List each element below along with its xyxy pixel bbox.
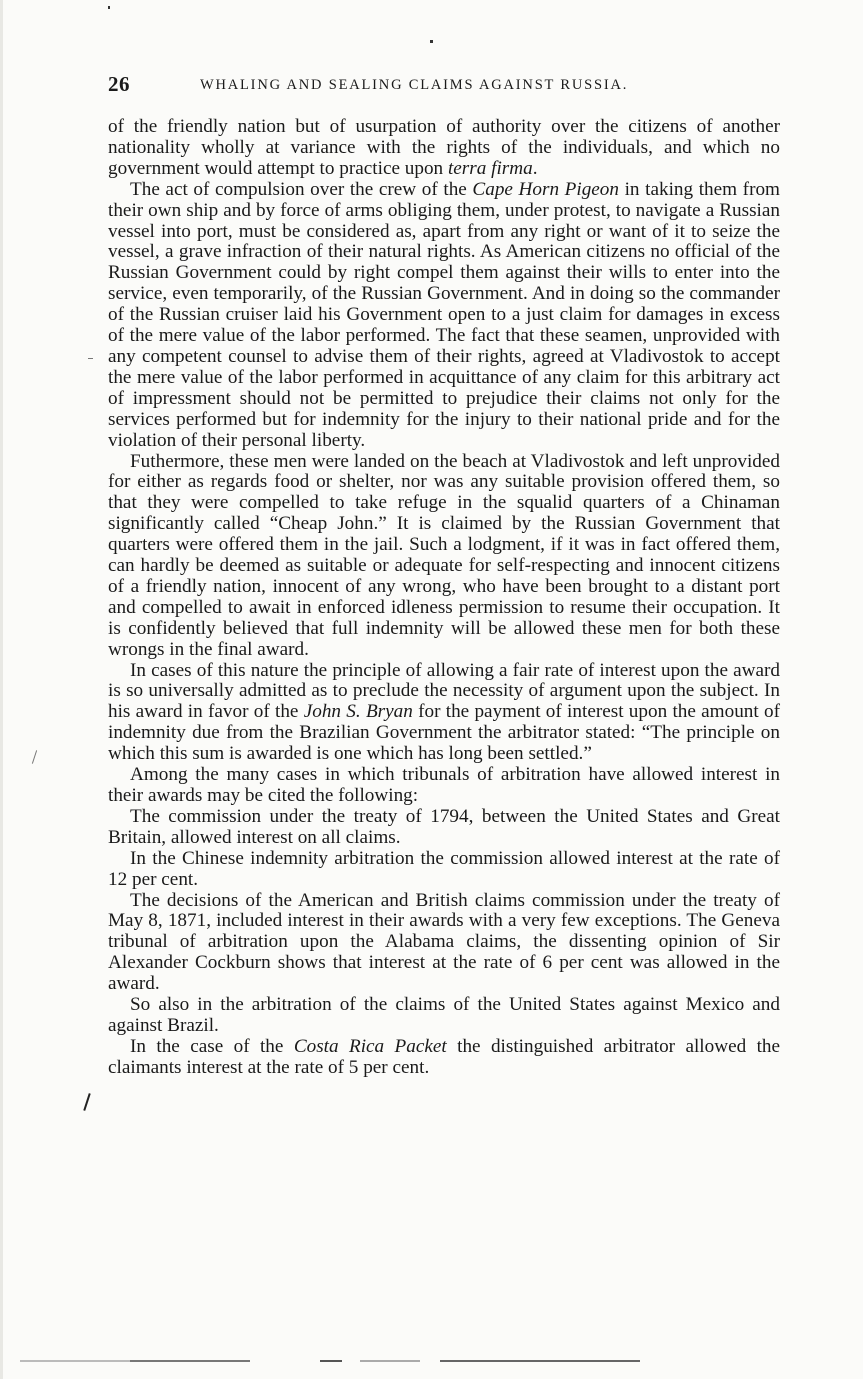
paragraph-text: .	[532, 157, 538, 179]
ship-name: John S. Bryan	[303, 701, 413, 723]
italic-term: terra firma	[447, 157, 533, 179]
paragraph-4	[108, 661, 780, 766]
paragraph-7: In the Chinese indemnity arbitration the commission allowed interest at the rate of 12 per cent.	[108, 847, 780, 890]
page-header	[108, 72, 778, 98]
paragraph-text: In the case of the	[130, 1035, 294, 1057]
scan-speck	[108, 6, 110, 9]
scan-speck	[430, 40, 433, 43]
body-text	[108, 117, 780, 1079]
paragraph-text: The act of compulsion over the crew of the	[130, 178, 473, 200]
paragraph-3: Futhermore, these men were landed on the beach at Vladivostok and left unprovided for either as regards food or shelter, nor was any suitable provision offered them, so that they were compelled to take refuge in the squalid quarters of a Chinaman significantly called “Cheap John.” It is claimed by the Russian Government that quarters were offered them in the jail. Such a lodgment, if it was in fact offered them, can hardly be deemed as suitable or adequate for self-respecting and innocent citizens of a friendly nation, innocent of any wrong, who have been brought to a distant port and compelled to await in enforced idleness permission to resume their occupation. It is confidently believed that full indemnity will be allowed these men for both these wrongs in the final award.	[108, 450, 780, 660]
paragraph-text: In cases of this nature the principle of allowing a fair rate of interest upon the award is so universally admitted as to preclude the necessity of argument upon the subject. In his award in favor of the	[108, 659, 780, 723]
paragraph-6: The commission under the treaty of 1794, between the United States and Great Britain, allowed interest on all claims.	[108, 805, 780, 848]
ship-name: Cape Horn Pigeon	[472, 178, 619, 200]
running-title: WHALING AND SEALING CLAIMS AGAINST RUSSIA.	[200, 77, 629, 93]
scan-bottom-edge	[20, 1359, 640, 1364]
page-number: 26	[108, 72, 130, 96]
paragraph-8: The decisions of the American and British claims commission under the treaty of May 8, 1871, included interest in their awards with a very few exceptions. The Geneva tribunal of arbitration upon the Alabama claims, the dissenting opinion of Sir Alexander Cockburn shows that interest at the rate of 6 per cent was allowed in the award.	[108, 889, 780, 995]
paragraph-text: for the payment of interest upon the amount of indemnity due from the Brazilian Government the arbitrator stated: “The principle on which this sum is awarded is one which has long been settled.”	[108, 701, 780, 765]
paragraph-10	[108, 1037, 780, 1079]
paragraph-9: So also in the arbitration of the claims of the United States against Mexico and against Brazil.	[108, 994, 780, 1036]
paragraph-text: the distinguished arbitrator allowed the claimants interest at the rate of 5 per cent.	[108, 1035, 781, 1078]
paragraph-text: in taking them from their own ship and by force of arms obliging them, under protest, to navigate a Russian vessel into port, must be considered as, apart from any right or want of it to seize the vessel, a grave infraction of their natural rights. As American citizens no official of the Russian Government could by right compel them against their wills to enter into the service, even temporarily, of the Russian Government. And in doing so the commander of the Russian cruiser laid his Government open to a just claim for damages in excess of the mere value of the labor performed. The fact that these seamen, unprovided with any competent counsel to advise them of their rights, agreed at Vladivostok to accept the mere value of the labor performed in acquittance of any claim for this arbitrary act of impressment should not be permitted to prejudice their claims not only for the services performed but for indemnity for the injury to their national pride and for the violation of their personal liberty.	[108, 178, 780, 451]
paragraph-1	[108, 117, 780, 180]
page-edge	[0, 0, 3, 1379]
paragraph-text: of the friendly nation but of usurpation of authority over the citizens of another nationality wholly at variance with the rights of the individuals, and which no government would attempt to practice upon	[108, 116, 780, 179]
paragraph-5: Among the many cases in which tribunals of arbitration have allowed interest in their awards may be cited the following:	[108, 764, 780, 806]
ship-name: Costa Rica Packet	[293, 1035, 447, 1057]
scan-speck	[88, 358, 93, 359]
margin-pencil-mark	[83, 1093, 90, 1111]
paragraph-2	[108, 180, 780, 452]
margin-pencil-mark	[32, 750, 37, 764]
